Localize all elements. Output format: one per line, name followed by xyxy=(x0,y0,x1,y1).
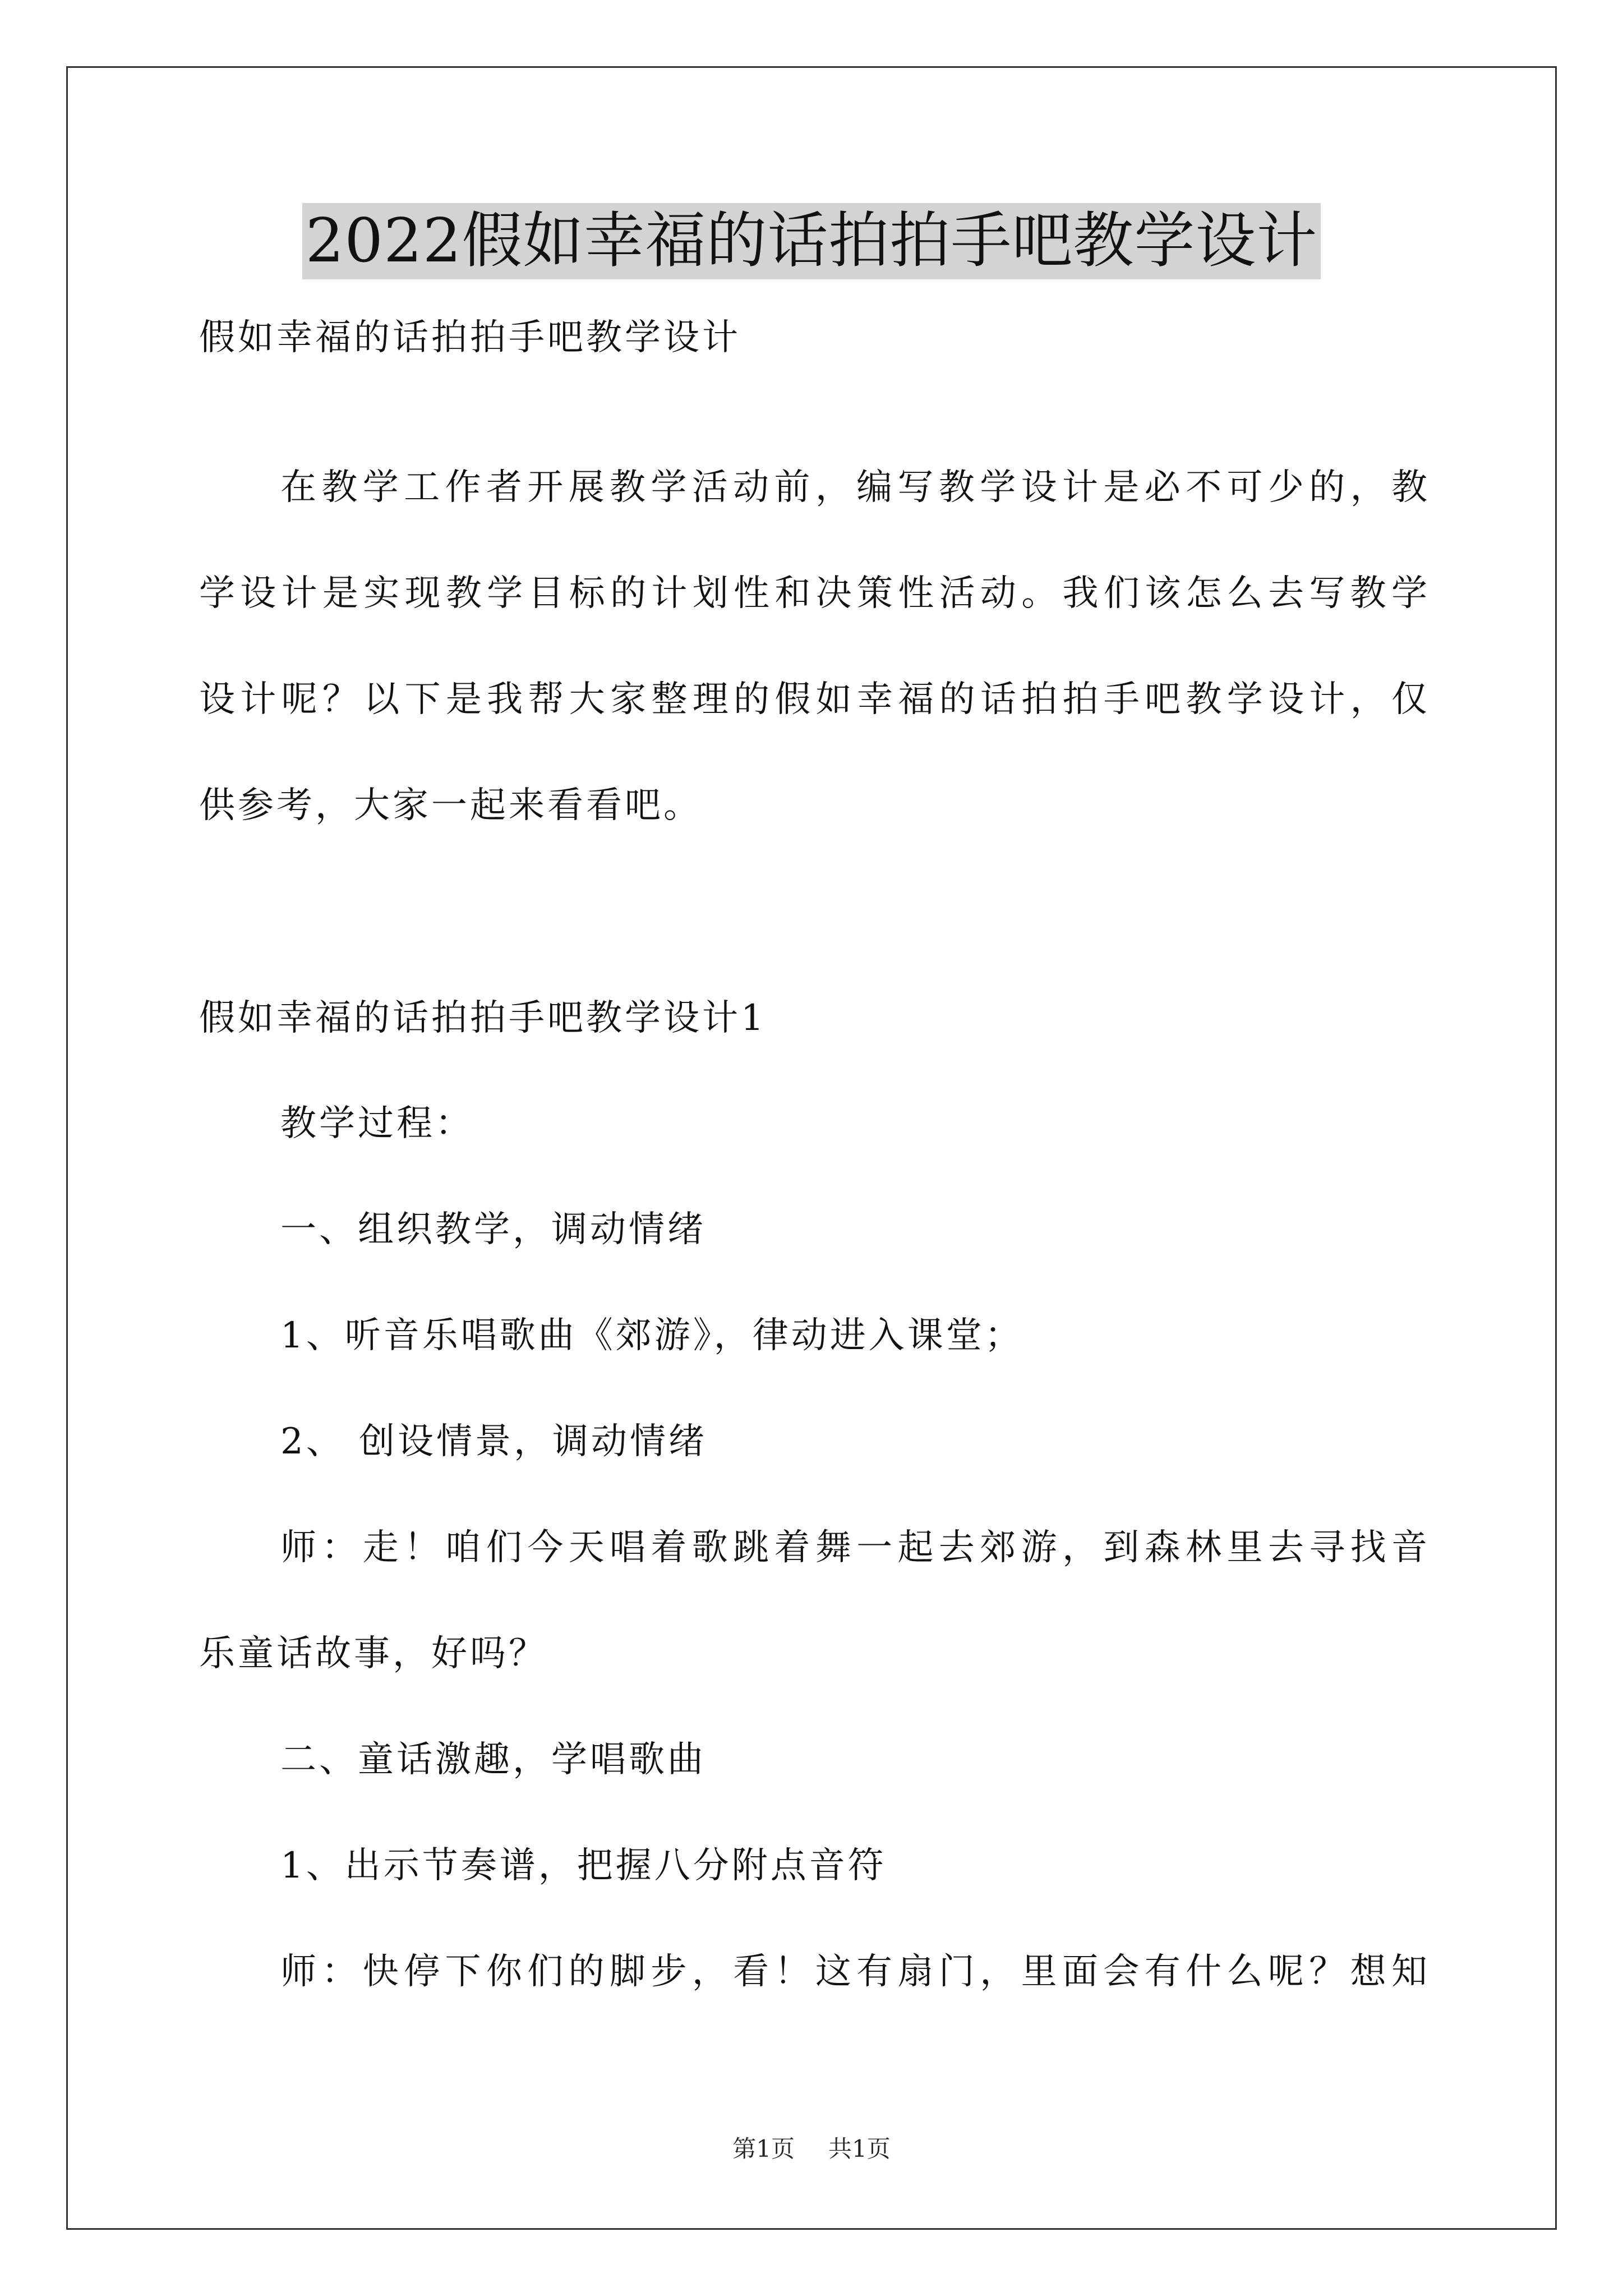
intro-line-1: 在教学工作者开展教学活动前，编写教学设计是必不可少的，教 xyxy=(280,467,1430,508)
page-footer xyxy=(0,2134,1623,2164)
intro-line-3: 设计呢？以下是我帮大家整理的假如幸福的话拍拍手吧教学设计，仅 xyxy=(199,679,1430,720)
body-line-7: 二、童话激趣，学唱歌曲 xyxy=(280,1739,706,1780)
section-heading: 假如幸福的话拍拍手吧教学设计1 xyxy=(199,997,767,1039)
title-container xyxy=(0,203,1623,279)
document-subtitle: 假如幸福的话拍拍手吧教学设计 xyxy=(199,317,741,358)
body-line-1: 教学过程： xyxy=(280,1103,474,1144)
intro-line-2: 学设计是实现教学目标的计划性和决策性活动。我们该怎么去写教学 xyxy=(199,573,1430,614)
body-line-3: 1、听音乐唱歌曲《郊游》，律动进入课堂； xyxy=(280,1315,1023,1356)
intro-line-4: 供参考，大家一起来看看吧。 xyxy=(199,785,702,826)
body-line-2: 一、组织教学，调动情绪 xyxy=(280,1209,706,1250)
body-line-9: 师：快停下你们的脚步，看！这有扇门，里面会有什么呢？想知 xyxy=(280,1951,1430,1993)
page-total: 共1页 xyxy=(828,2135,891,2162)
body-line-5: 师：走！咱们今天唱着歌跳着舞一起去郊游，到森林里去寻找音 xyxy=(280,1527,1430,1568)
page-number: 第1页 xyxy=(732,2135,795,2162)
document-title: 2022假如幸福的话拍拍手吧教学设计 xyxy=(302,203,1321,279)
body-line-6: 乐童话故事，好吗？ xyxy=(199,1633,547,1674)
body-line-4: 2、 创设情景，调动情绪 xyxy=(280,1421,708,1462)
body-line-8: 1、出示节奏谱，把握八分附点音符 xyxy=(280,1845,887,1887)
page-border xyxy=(66,66,1557,2230)
